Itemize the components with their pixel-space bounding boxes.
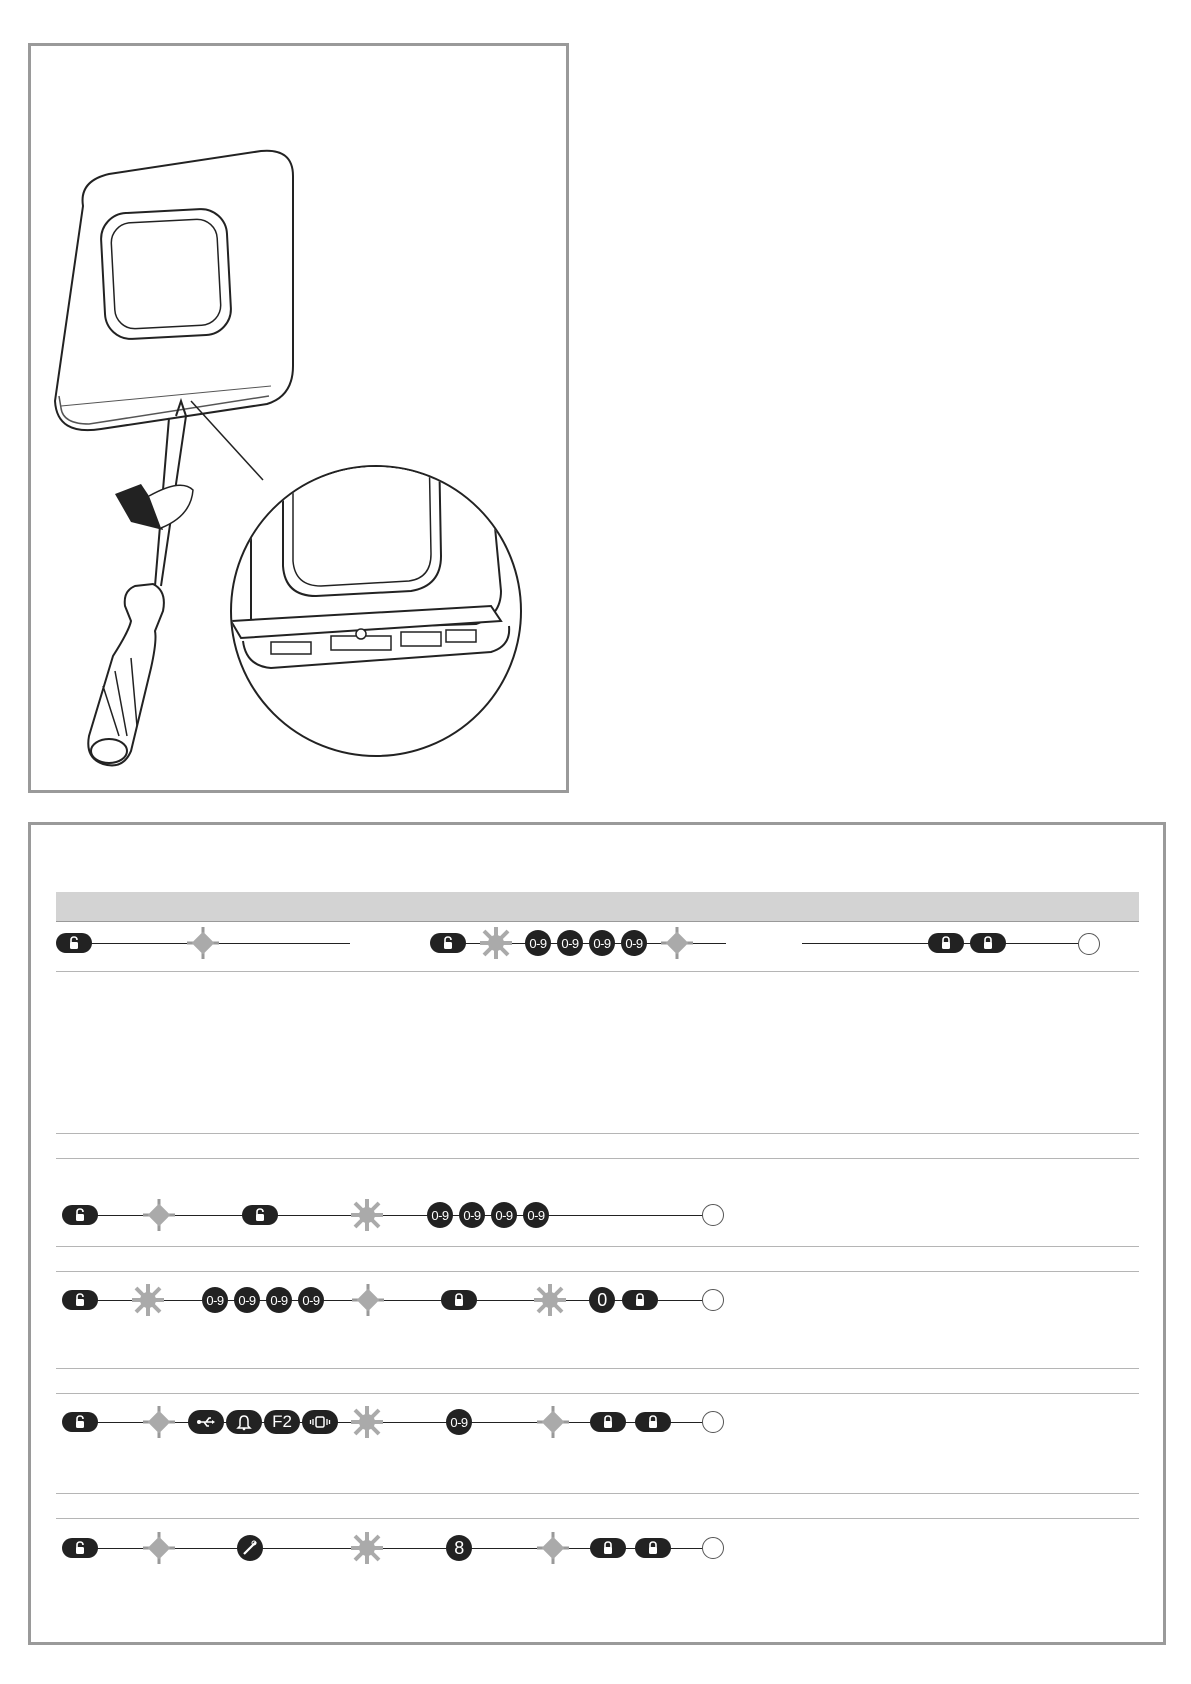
divider: [56, 1368, 1139, 1369]
press-star-icon: [185, 925, 221, 961]
flash-burst-icon: [532, 1282, 568, 1318]
press-star-icon: [141, 1197, 177, 1233]
lock-key-icon: [970, 933, 1006, 953]
unlock-key-icon: [62, 1205, 98, 1225]
flash-burst-icon: [349, 1530, 385, 1566]
press-star-icon: [535, 1404, 571, 1440]
flash-burst-icon: [349, 1404, 385, 1440]
illustration-frame: [28, 43, 569, 793]
end-indicator: [702, 1537, 724, 1559]
digit-key: 0-9: [266, 1287, 292, 1313]
divider: [56, 1133, 1139, 1134]
table-header-bar: [56, 892, 1139, 921]
press-star-icon: [141, 1404, 177, 1440]
end-indicator: [702, 1204, 724, 1226]
digit-key: 0-9: [427, 1202, 453, 1228]
unlock-key-icon: [430, 933, 466, 953]
eight-key: 8: [446, 1535, 472, 1561]
digit-key: 0-9: [459, 1202, 485, 1228]
flash-burst-icon: [130, 1282, 166, 1318]
divider: [56, 921, 1139, 922]
unlock-key-icon: [62, 1538, 98, 1558]
press-star-icon: [141, 1530, 177, 1566]
press-star-icon: [535, 1530, 571, 1566]
divider: [56, 1158, 1139, 1159]
digit-key: 0-9: [525, 930, 551, 956]
lock-key-icon: [635, 1538, 671, 1558]
lock-key-icon: [928, 933, 964, 953]
divider: [56, 971, 1139, 972]
keypad-installation-illustration: [31, 46, 566, 790]
digit-key: 0-9: [298, 1287, 324, 1313]
vibrate-icon: [302, 1410, 338, 1434]
end-indicator: [1078, 933, 1100, 955]
digit-key: 0-9: [557, 930, 583, 956]
lock-key-icon: [635, 1412, 671, 1432]
digit-key: 0-9: [491, 1202, 517, 1228]
f2-key: F2: [264, 1410, 300, 1434]
lock-key-icon: [622, 1290, 658, 1310]
end-indicator: [702, 1289, 724, 1311]
unlock-key-icon: [242, 1205, 278, 1225]
flash-burst-icon: [349, 1197, 385, 1233]
lock-key-icon: [590, 1538, 626, 1558]
digit-key: 0-9: [202, 1287, 228, 1313]
usb-mode-icon: [188, 1410, 224, 1434]
lock-key-icon: [590, 1412, 626, 1432]
unlock-key-icon: [62, 1290, 98, 1310]
unlock-key-icon: [62, 1412, 98, 1432]
zero-key: 0: [589, 1287, 615, 1313]
divider: [56, 1493, 1139, 1494]
divider: [56, 1518, 1139, 1519]
digit-key: 0-9: [446, 1409, 472, 1435]
divider: [56, 1246, 1139, 1247]
no-tamper-icon: [237, 1535, 263, 1561]
end-indicator: [702, 1411, 724, 1433]
digit-key: 0-9: [589, 930, 615, 956]
digit-key: 0-9: [621, 930, 647, 956]
divider: [56, 1393, 1139, 1394]
digit-key: 0-9: [234, 1287, 260, 1313]
unlock-key-icon: [56, 933, 92, 953]
press-star-icon: [659, 925, 695, 961]
divider: [56, 1271, 1139, 1272]
press-star-icon: [350, 1282, 386, 1318]
lock-key-icon: [441, 1290, 477, 1310]
flash-burst-icon: [478, 925, 514, 961]
digit-key: 0-9: [523, 1202, 549, 1228]
bell-icon: [226, 1410, 262, 1434]
